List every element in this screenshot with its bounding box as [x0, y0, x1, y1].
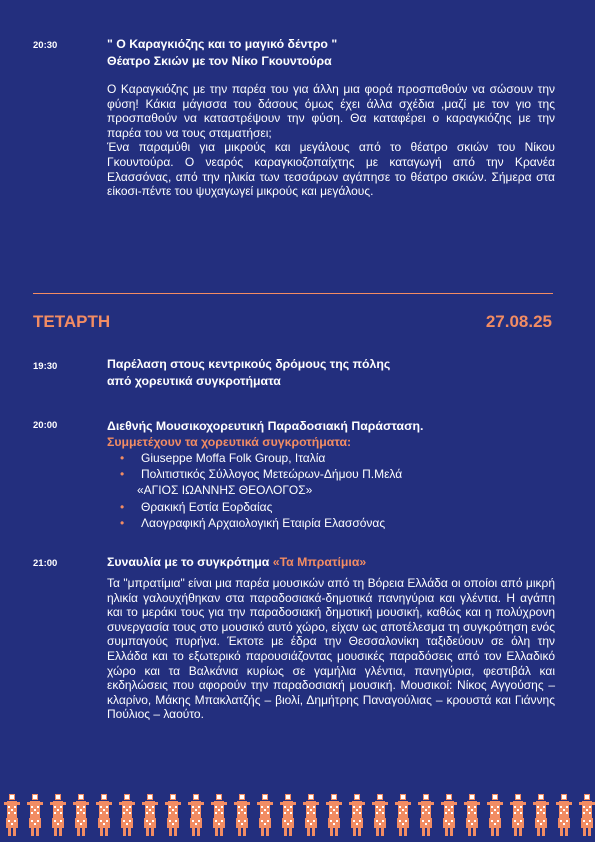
list-item [107, 466, 555, 482]
bullet-icon: • [120, 499, 125, 514]
event1-block [107, 36, 555, 199]
event1-title-line1: " Ο Καραγκιόζης και το μαγικό δέντρο " [107, 37, 338, 51]
event3-subtitle: Συμμετέχουν τα χορευτικά συγκροτήματα: [107, 435, 352, 449]
folk-dancers-border [0, 790, 595, 842]
event3-time: 20:00 [33, 420, 58, 431]
event1-paragraph1: Ο Καραγκιόζης με την παρέα του για άλλη μια φορά προσπαθούν να σώσουν την φύση! Κάκια μάγισσα του δάσους όμως έχει άλλα σχέδια ,μαζί με τον γιο της προσπαθούν να καταστρέψουν την φύση. Θα καταφέρει ο καραγκιόζης με την παρέα του να τους σταματήσει; [107, 82, 555, 140]
bullet-icon: • [120, 515, 125, 530]
group-name-continuation: «ΑΓΙΟΣ ΙΩΑΝΝΗΣ ΘΕΟΛΟΓΟΣ» [137, 483, 313, 498]
event4-time: 21:00 [33, 558, 58, 569]
event4-paragraph: Τα "μπρατίμια" είναι μια παρέα μουσικών από τη Βόρεια Ελλάδα οι οποίοι από μικρή ηλικία γαλουχήθηκαν στα παραδοσιακά-δημοτικά πανηγύρια και γλέντια. Η αγάπη και το μεράκι τους για την παραδοσιακή δημοτική μουσική, καθώς και η πολύχρονη συνεργασία τους στο μουσικό αυτό χώρο, είχαν ως αποτέλεσμα τη συγκρότηση ενός συμπαγούς πυρήνα. Έκτοτε με έδρα την Θεσσαλονίκη ταξιδεύουν σε όλη την Ελλάδα και το εξωτερικό παρουσιάζοντας μουσικές παραδόσεις από τον Ελλαδικό χώρο και τα Βαλκάνια κυρίως σε γαμήλια γλέντια, πανηγύρια, φεστιβάλ και εκδηλώσεις που αφορούν την παραδοσιακή μουσική. Μουσικοί: Νίκος Αγγούσης – κλαρίνο, Μάκης Μπακλατζής – βιολί, Δημήτρης Παναγούλιας – κρουστά και Γιάννης Πούλιος – λαούτο. [107, 576, 555, 722]
event3-block [107, 418, 555, 531]
list-item-continuation [107, 482, 555, 498]
event4-title [107, 554, 555, 570]
event2-block [107, 356, 555, 390]
event2-title-line2: από χορευτικά συγκροτήματα [107, 374, 281, 388]
event3-title: Διεθνής Μουσικοχορευτική Παραδοσιακή Παράσταση. [107, 419, 424, 433]
event4-title-highlight: «Τα Μπρατίμια» [272, 555, 367, 569]
event4-block [107, 554, 555, 722]
bullet-icon: • [120, 467, 125, 482]
group-name: Λαογραφική Αρχαιολογική Εταιρία Ελασσόνας [141, 515, 386, 530]
dancer-row [4, 794, 595, 836]
event2-title-line1: Παρέλαση στους κεντρικούς δρόμους της πόλης [107, 357, 391, 371]
section-divider [33, 293, 553, 294]
list-item [107, 450, 555, 466]
group-name: Giuseppe Moffa Folk Group, Ιταλία [141, 451, 326, 465]
event2-time: 19:30 [33, 361, 58, 372]
event1-paragraph2: Ένα παραμύθι για μικρούς και μεγάλους από το θέατρο σκιών του Νίκου Γκουντούρα. Ο νεαρός καραγκιοζοπαίχτης με καταγωγή από την Κρανέα Ελασσόνας, από την ηλικία των τεσσάρων αγάπησε το θέατρο σκιών. Σήμερα στα είκοσι-πέντε του ψυχαγωγεί μικρούς και μεγάλους. [107, 140, 555, 199]
group-name: Θρακική Εστία Εορδαίας [141, 499, 273, 514]
groups-list [107, 450, 555, 531]
bullet-icon: • [120, 451, 125, 465]
event1-title-line2: Θέατρο Σκιών με τον Νίκο Γκουντούρα [107, 54, 332, 68]
event4-title-prefix: Συναυλία με το συγκρότημα [107, 555, 270, 569]
list-item [107, 499, 555, 515]
day-date: 27.08.25 [485, 312, 552, 331]
event1-time: 20:30 [33, 40, 58, 51]
day-name: ΤΕΤΑΡΤΗ [33, 312, 111, 331]
list-item [107, 515, 555, 531]
group-name: Πολιτιστικός Σύλλογος Μετεώρων-Δήμου Π.Μελά [141, 467, 403, 482]
